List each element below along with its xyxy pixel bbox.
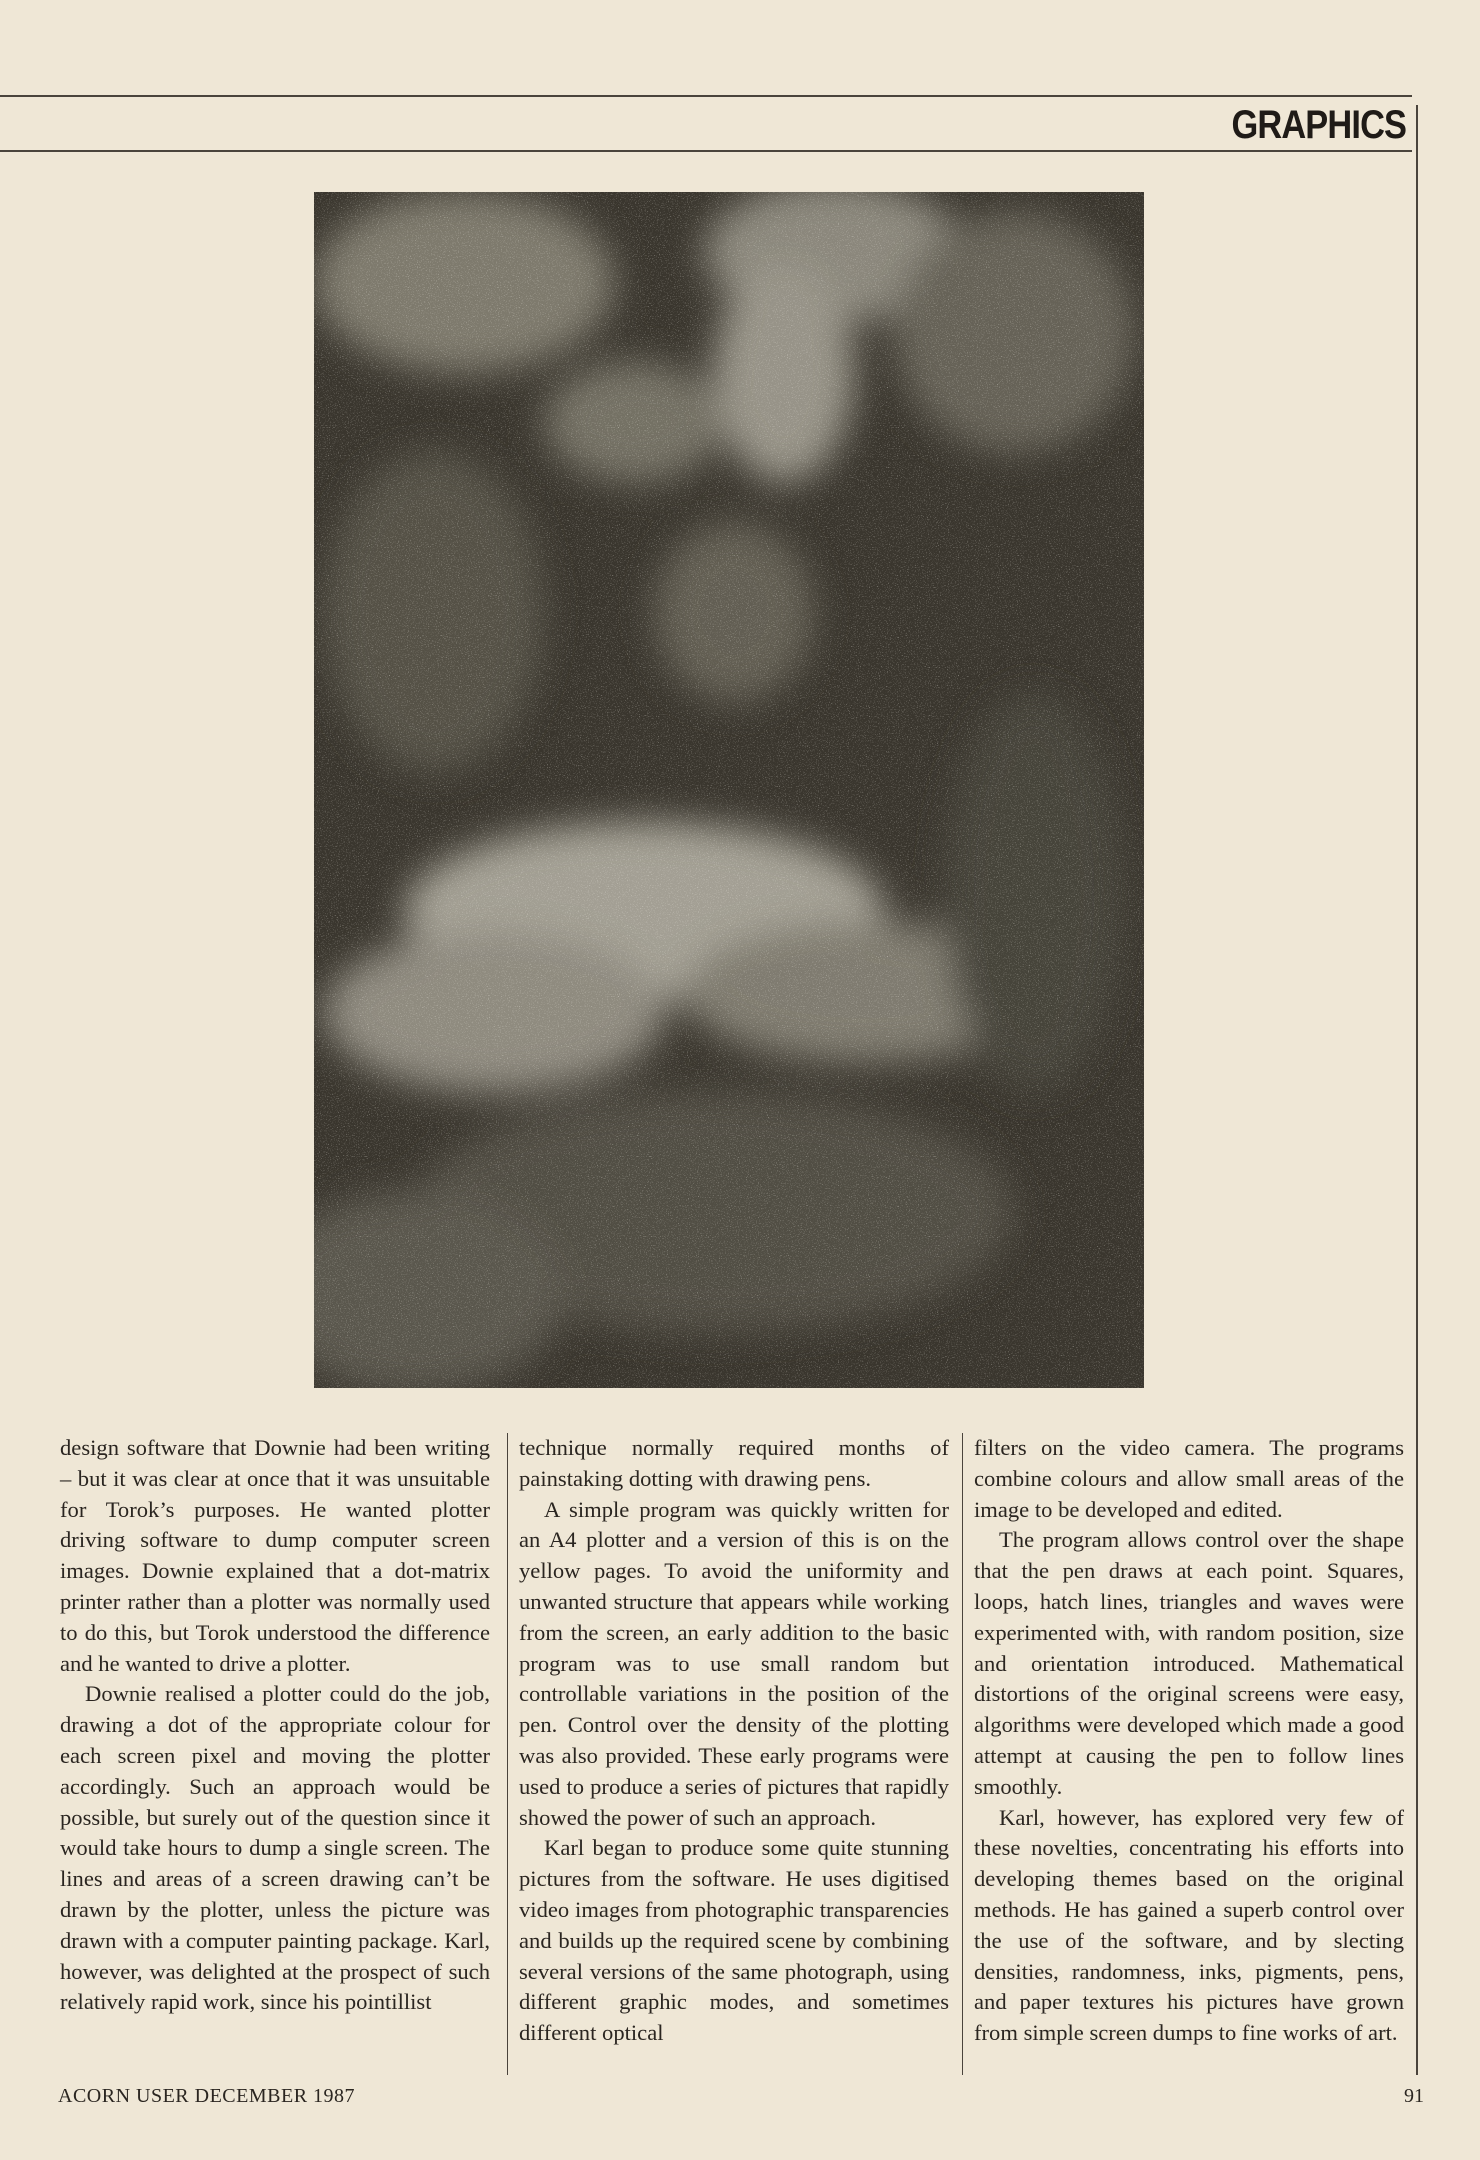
- column-1-paragraph-2: Downie realised a plotter could do the job, drawing a dot of the appropriate colour for each screen pixel and moving the plotter accordingly. Such an approach would be possible, but surely out of the question since it would take hours to dump a single screen. The lines and areas of a screen drawing can’t be drawn by the plotter, unless the picture was drawn with a computer painting package. Karl, however, was delighted at the prospect of such relatively rapid work, since his pointillist: [60, 1681, 490, 2015]
- column-3-paragraph-3: Karl, however, has explored very few of these novelties, concentrating his efforts into developing themes based on the original methods. He has gained a superb control over the use of the software, and by slecting densities, randomness, inks, pigments, pens, and paper textures his pictures have grown from simple screen dumps to fine works of art.: [974, 1804, 1404, 2046]
- footer-publication: ACORN USER DECEMBER 1987: [58, 2085, 356, 2107]
- text-column-1: [60, 1433, 490, 2018]
- header-rule-bottom: [0, 150, 1412, 152]
- text-column-3: [974, 1433, 1404, 2049]
- column-1-paragraph-1: design software that Downie had been writing – but it was clear at once that it was unsuitable for Torok’s purposes. He wanted plotter driving software to dump computer screen images. Downie explained that a dot-matrix printer rather than a plotter was normally used to do this, but Torok understood the difference and he wanted to drive a plotter.: [60, 1435, 490, 1676]
- page-number: 91: [1404, 2085, 1424, 2107]
- column-2-paragraph-2: A simple program was quickly written for an A4 plotter and a version of this is on the yellow pages. To avoid the uniformity and unwanted structure that appears while working from the screen, an early addition to the basic program was to use small random but controllable variations in the position of the pen. Control over the density of the plotting was also provided. These early programs were used to produce a series of pictures that rapidly showed the power of such an approach.: [519, 1496, 949, 1830]
- column-2-paragraph-1: technique normally required months of painstaking dotting with drawing pens.: [519, 1435, 949, 1491]
- header-rule-top: [0, 95, 1412, 97]
- column-3-paragraph-2: The program allows control over the shape that the pen draws at each point. Squares, loops, hatch lines, triangles and waves were experimented with, with random position, size and orientation introduced. Mathematical distortions of the original screens were easy, algorithms were developed which made a good attempt at causing the pen to follow lines smoothly.: [974, 1527, 1404, 1799]
- column-3-paragraph-1: filters on the video camera. The programs combine colours and allow small areas of the image to be developed and edited.: [974, 1435, 1404, 1522]
- column-rule-1: [507, 1433, 508, 2075]
- photo-image-icon: [314, 192, 1144, 1388]
- pointillist-photo: [314, 192, 1144, 1388]
- column-rule-2: [962, 1433, 963, 2075]
- column-2-paragraph-3: Karl began to produce some quite stunning pictures from the software. He uses digitised video images from photographic transparencies and builds up the required scene by combining several versions of the same photograph, using different graphic modes, and sometimes different optical: [519, 1835, 949, 2046]
- page-right-rule: [1416, 105, 1418, 2075]
- text-column-2: [519, 1433, 949, 2049]
- section-title: GRAPHICS: [1231, 103, 1406, 147]
